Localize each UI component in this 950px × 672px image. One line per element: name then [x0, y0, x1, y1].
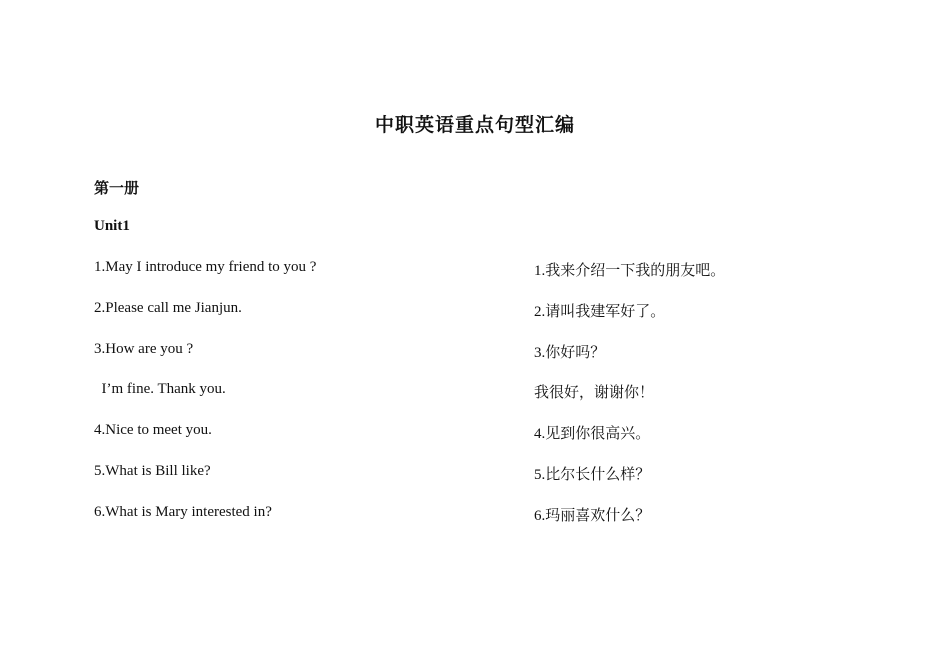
sentence-row — [0, 504, 950, 545]
sentence-row — [0, 341, 950, 382]
book-heading: 第一册 — [94, 181, 140, 197]
sentence-row — [0, 259, 950, 300]
english-sentence: 5.What is Bill like? — [94, 462, 211, 479]
chinese-translation: 1.我来介绍一下我的朋友吧。 — [534, 263, 726, 279]
chinese-translation: 5.比尔长什么样？ — [534, 466, 651, 483]
sentence-list — [0, 259, 950, 545]
english-sentence: 2.Please call me Jianjun. — [94, 299, 242, 316]
chinese-translation: 4.见到你很高兴。 — [534, 426, 651, 443]
chinese-translation: 我很好，谢谢你！ — [534, 385, 655, 402]
english-sentence: I’m fine. Thank you. — [94, 381, 226, 398]
chinese-translation: 2.请叫我建军好了。 — [534, 303, 666, 320]
sentence-row — [0, 422, 950, 463]
chinese-translation: 6.玛丽喜欢什么？ — [534, 507, 651, 524]
unit-heading: Unit1 — [94, 218, 130, 234]
english-sentence: 4.Nice to meet you. — [94, 422, 212, 439]
sentence-row — [0, 381, 950, 422]
english-sentence: 1.May I introduce my friend to you ? — [94, 259, 317, 275]
chinese-translation: 3.你好吗？ — [534, 344, 606, 361]
sentence-row — [0, 300, 950, 341]
english-sentence: 6.What is Mary interested in? — [94, 503, 272, 520]
sentence-row — [0, 463, 950, 504]
english-sentence: 3.How are you ? — [94, 340, 194, 357]
document-title: 中职英语重点句型汇编 — [374, 115, 575, 136]
